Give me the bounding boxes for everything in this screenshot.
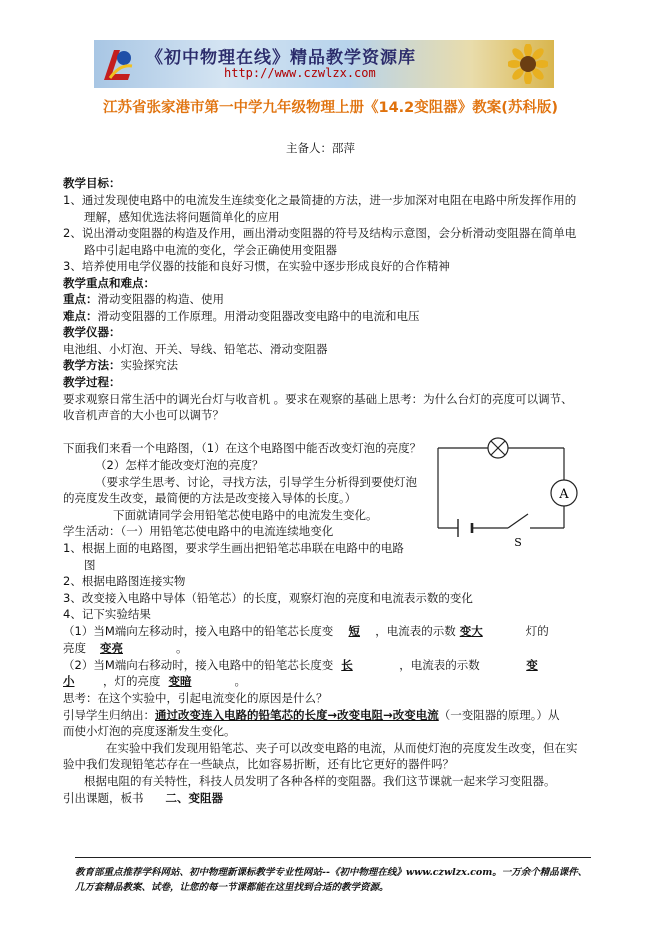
result-blank: 变暗 (168, 674, 192, 688)
result-text: 。 (176, 641, 188, 655)
result-blank: 变亮 (100, 641, 123, 655)
objectives-heading: 教学目标： (63, 176, 121, 190)
difficulty-label: 难点： (63, 309, 98, 323)
student-note-cont: 的亮度发生改变，最简便的方法是改变接入导体的长度。） (63, 491, 357, 505)
key-label: 重点： (63, 292, 98, 306)
footer-line: 教育部重点推荐学科网站、初中物理新课标教学专业性网站--《初中物理在线》www.czwlzx.com。一万余个精品课件、 (75, 867, 588, 878)
banner-title: 《初中物理在线》精品教学资源库 (146, 48, 416, 68)
equipment-text: 电池组、小灯泡、开关、导线、铅笔芯、滑动变阻器 (63, 342, 328, 356)
difficulty-line (63, 308, 420, 324)
conclusion-bold: 通过改变连入电路的铅笔芯的长度→改变电阻→改变电流 (155, 708, 439, 722)
conclusion-cont: 而使小灯泡的亮度逐渐发生变化。 (63, 724, 236, 738)
step-item: 2、根据电路图连接实物 (63, 574, 186, 588)
result-text: 亮度 (63, 641, 86, 655)
student-note: （要求学生思考、讨论，寻找方法，引导学生分析得到要使灯泡 (95, 475, 417, 489)
result-2-line-cont (63, 673, 246, 689)
result-text: ，灯的亮度 (103, 674, 161, 688)
ammeter-label: A (559, 487, 569, 502)
process-intro-cont: 收音机声音的大小也可以调节？ (63, 408, 224, 422)
key-point-line (63, 291, 224, 307)
result-blank: 小 (63, 674, 75, 688)
lead-in-text: 引出课题，板书 (63, 791, 144, 805)
method-text: 实验探究法 (120, 358, 178, 372)
objective-item-cont: 路中引起电路中电流的变化，学会正确使用变阻器 (84, 243, 337, 257)
objective-item-cont: 理解，感知优选法将问题简单化的应用 (84, 210, 280, 224)
circuit-diagram (432, 432, 582, 550)
author-line: 主备人：邵萍 (286, 141, 355, 155)
banner-url: http://www.czwlzx.com (224, 66, 376, 80)
think-question: 思考：在这个实验中，引起电流变化的原因是什么？ (63, 691, 328, 705)
step-item: 3、改变接入电路中导体（铅笔芯）的长度，观察灯泡的亮度和电流表示数的变化 (63, 591, 473, 605)
result-2-line (63, 657, 538, 673)
objective-item: 1、通过发现使电路中的电流发生连续变化之最简捷的方法，进一步加深对电阻在电路中所发挥作用的 (63, 193, 577, 207)
pencil-intro: 下面就请同学会用铅笔芯使电路中的电流发生变化。 (113, 508, 378, 522)
result-blank: 短 (348, 624, 360, 638)
section-title: 二、变阻器 (165, 791, 223, 805)
equipment-heading: 教学仪器： (63, 325, 121, 339)
result-text: （1）当M端向左移动时，接入电路中的铅笔芯长度变 (63, 624, 334, 638)
conclusion-prefix: 引导学生归纳出： (63, 708, 155, 722)
paragraph: 在实验中我们发现用铅笔芯、夹子可以改变电路的电流，从而使灯泡的亮度发生改变，但在实 (106, 741, 578, 755)
paragraph-cont: 验中我们发现铅笔芯存在一些缺点，比如容易折断，还有比它更好的器件吗？ (63, 757, 454, 771)
switch-blade (508, 514, 528, 528)
objective-item: 3、培养使用电学仪器的技能和良好习惯，在实验中逐步形成良好的合作精神 (63, 259, 450, 273)
result-text: ，电流表的示数 (399, 658, 480, 672)
conclusion-suffix: （一变阻器的原理。）从 (438, 708, 560, 722)
result-1-line (63, 623, 549, 639)
conclusion-line (63, 707, 560, 723)
result-text: 灯的 (525, 624, 549, 638)
step-item-cont: 图 (84, 558, 96, 572)
footer-line: 几万套精品教案、试卷，让您的每一节课都能在这里找到合适的教学资源。 (75, 882, 389, 893)
activity-title: 学生活动：（一）用铅笔芯使电路中的电流连续地变化 (63, 524, 334, 538)
result-text: （2）当M端向右移动时，接入电路中的铅笔芯长度变 (63, 658, 334, 672)
result-text: 。 (234, 674, 246, 688)
site-banner (94, 40, 554, 88)
difficulty-text: 滑动变阻器的工作原理。用滑动变阻器改变电路中的电流和电压 (97, 309, 420, 323)
key-text: 滑动变阻器的构造、使用 (97, 292, 224, 306)
process-heading: 教学过程： (63, 375, 121, 389)
objective-item: 2、说出滑动变阻器的构造及作用，画出滑动变阻器的符号及结构示意图，会分析滑动变阻器在简单电 (63, 226, 577, 240)
step-item: 1、根据上面的电路图，要求学生画出把铅笔芯串联在电路中的电路 (63, 541, 404, 555)
footer-divider (75, 857, 591, 858)
lead-in-line (63, 790, 223, 806)
result-blank: 变大 (459, 624, 483, 638)
keypoints-heading: 教学重点和难点： (63, 276, 155, 290)
site-logo-icon (100, 44, 134, 84)
circuit-question-1: 下面我们来看一个电路图，（1）在这个电路图中能否改变灯泡的亮度？ (63, 441, 422, 455)
circuit-question-2: （2）怎样才能改变灯泡的亮度？ (95, 458, 264, 472)
switch-label: S (514, 536, 522, 549)
step-item: 4、记下实验结果 (63, 607, 151, 621)
result-1-line-cont (63, 640, 188, 656)
result-blank: 长 (341, 658, 353, 672)
sunflower-icon (508, 44, 548, 84)
method-label: 教学方法： (63, 358, 121, 372)
paragraph: 根据电阻的有关特性，科技人员发明了各种各样的变阻器。我们这节课就一起来学习变阻器。 (84, 774, 556, 788)
result-text: ，电流表的示数 (375, 624, 456, 638)
result-blank: 变 (526, 658, 538, 672)
document-title: 江苏省张家港市第一中学九年级物理上册《14.2变阻器》教案(苏科版) (102, 100, 559, 116)
process-intro: 要求观察日常生活中的调光台灯与收音机 。要求在观察的基础上思考：为什么台灯的亮度可以调节、 (63, 392, 573, 406)
method-line (63, 357, 178, 373)
